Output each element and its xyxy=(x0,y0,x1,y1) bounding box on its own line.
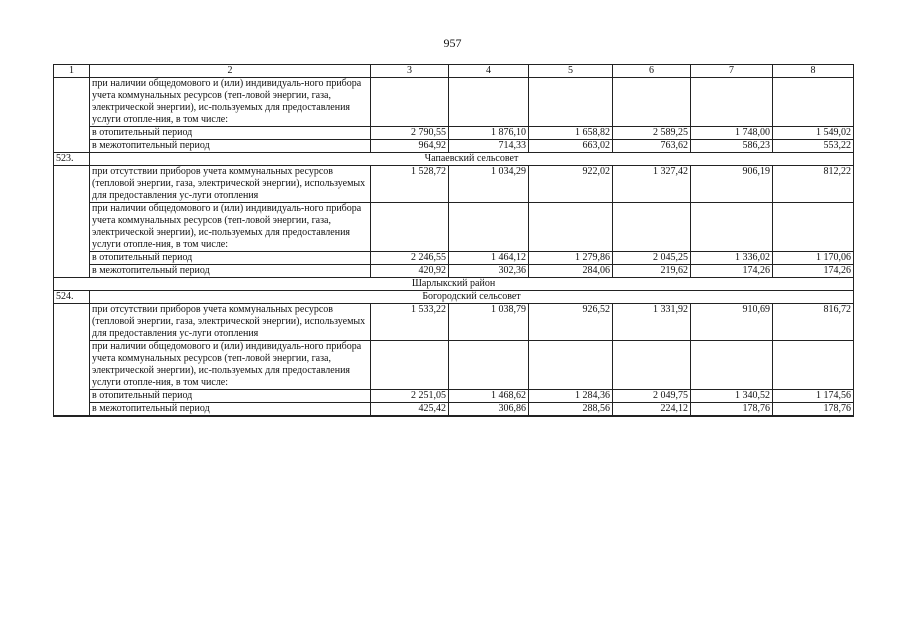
row-description: в межотопительный период xyxy=(90,265,371,278)
value-cell: 663,02 xyxy=(529,140,613,153)
value-cell: 1 748,00 xyxy=(691,127,773,140)
value-cell: 219,62 xyxy=(613,265,691,278)
table-row xyxy=(54,390,854,403)
header-cell-8: 8 xyxy=(773,65,854,78)
table-row xyxy=(54,265,854,278)
row-description: в межотопительный период xyxy=(90,403,371,416)
section-row xyxy=(54,153,854,166)
section-number: 523. xyxy=(54,153,90,166)
row-description: при отсутствии приборов учета коммунальных ресурсов (тепловой энергии, газа, электрической энергии), используемых для предоставления ус-луги отопления xyxy=(90,166,371,203)
row-description: при отсутствии приборов учета коммунальных ресурсов (тепловой энергии, газа, электрической энергии), используемых для предоставления ус-луги отопления xyxy=(90,304,371,341)
section-title: Чапаевский сельсовет xyxy=(90,153,854,166)
value-cell: 1 658,82 xyxy=(529,127,613,140)
row-description: в отопительный период xyxy=(90,390,371,403)
value-cell: 1 336,02 xyxy=(691,252,773,265)
row-description: при наличии общедомового и (или) индивидуаль-ного прибора учета коммунальных ресурсов (теп-ловой энергии, газа, электрической энергии), ис-пользуемых для предоставления услуги отопле-ния, в том числе: xyxy=(90,78,371,127)
value-cell: 922,02 xyxy=(529,166,613,203)
page-number: 957 xyxy=(443,36,462,50)
value-cell: 2 251,05 xyxy=(371,390,449,403)
value-cell: 1 331,92 xyxy=(613,304,691,341)
value-cell: 1 464,12 xyxy=(449,252,529,265)
value-cell: 964,92 xyxy=(371,140,449,153)
row-number-cell xyxy=(54,304,90,416)
value-cell: 1 170,06 xyxy=(773,252,854,265)
value-cell: 926,52 xyxy=(529,304,613,341)
row-description: в межотопительный период xyxy=(90,140,371,153)
value-cell: 1 533,22 xyxy=(371,304,449,341)
table-row xyxy=(54,78,854,127)
district-title: Шарлыкский район xyxy=(54,278,854,291)
value-cell: 714,33 xyxy=(449,140,529,153)
section-number: 524. xyxy=(54,291,90,304)
value-cell: 174,26 xyxy=(773,265,854,278)
value-cell: 425,42 xyxy=(371,403,449,416)
value-cell: 1 340,52 xyxy=(691,390,773,403)
row-description: при наличии общедомового и (или) индивидуаль-ного прибора учета коммунальных ресурсов (теп-ловой энергии, газа, электрической энергии), ис-пользуемых для предоставления услуги отопле-ния, в том числе: xyxy=(90,341,371,390)
tariff-table xyxy=(53,64,854,417)
value-cell: 306,86 xyxy=(449,403,529,416)
value-cell: 302,36 xyxy=(449,265,529,278)
value-cell: 910,69 xyxy=(691,304,773,341)
header-cell-7: 7 xyxy=(691,65,773,78)
row-number-cell xyxy=(54,78,90,153)
value-cell: 224,12 xyxy=(613,403,691,416)
header-cell-6: 6 xyxy=(613,65,691,78)
table-bottom-spacer xyxy=(54,416,854,417)
value-cell: 553,22 xyxy=(773,140,854,153)
value-cell: 2 246,55 xyxy=(371,252,449,265)
header-cell-4: 4 xyxy=(449,65,529,78)
header-cell-5: 5 xyxy=(529,65,613,78)
value-cell: 2 049,75 xyxy=(613,390,691,403)
table-row xyxy=(54,127,854,140)
table-row xyxy=(54,403,854,416)
value-cell: 1 876,10 xyxy=(449,127,529,140)
value-cell: 2 045,25 xyxy=(613,252,691,265)
table-row xyxy=(54,140,854,153)
value-cell: 174,26 xyxy=(691,265,773,278)
table-row xyxy=(54,341,854,390)
section-row xyxy=(54,291,854,304)
value-cell: 1 528,72 xyxy=(371,166,449,203)
value-cell: 288,56 xyxy=(529,403,613,416)
value-cell: 906,19 xyxy=(691,166,773,203)
header-cell-3: 3 xyxy=(371,65,449,78)
value-cell: 816,72 xyxy=(773,304,854,341)
table-row xyxy=(54,203,854,252)
table-row xyxy=(54,252,854,265)
value-cell: 1 174,56 xyxy=(773,390,854,403)
section-title: Богородский сельсовет xyxy=(90,291,854,304)
row-description: в отопительный период xyxy=(90,127,371,140)
value-cell: 1 279,86 xyxy=(529,252,613,265)
header-cell-1: 1 xyxy=(54,65,90,78)
value-cell: 1 468,62 xyxy=(449,390,529,403)
value-cell: 2 790,55 xyxy=(371,127,449,140)
table-row xyxy=(54,304,854,341)
row-description: при наличии общедомового и (или) индивидуаль-ного прибора учета коммунальных ресурсов (теп-ловой энергии, газа, электрической энергии), ис-пользуемых для предоставления услуги отопле-ния, в том числе: xyxy=(90,203,371,252)
table-row xyxy=(54,166,854,203)
value-cell: 812,22 xyxy=(773,166,854,203)
value-cell: 763,62 xyxy=(613,140,691,153)
value-cell: 1 034,29 xyxy=(449,166,529,203)
value-cell: 284,06 xyxy=(529,265,613,278)
value-cell: 586,23 xyxy=(691,140,773,153)
value-cell: 2 589,25 xyxy=(613,127,691,140)
value-cell: 1 327,42 xyxy=(613,166,691,203)
header-cell-2: 2 xyxy=(90,65,371,78)
row-number-cell xyxy=(54,166,90,278)
value-cell: 1 549,02 xyxy=(773,127,854,140)
value-cell: 420,92 xyxy=(371,265,449,278)
district-row xyxy=(54,278,854,291)
value-cell: 178,76 xyxy=(773,403,854,416)
value-cell: 1 284,36 xyxy=(529,390,613,403)
row-description: в отопительный период xyxy=(90,252,371,265)
value-cell: 1 038,79 xyxy=(449,304,529,341)
value-cell: 178,76 xyxy=(691,403,773,416)
header-row xyxy=(54,65,854,78)
